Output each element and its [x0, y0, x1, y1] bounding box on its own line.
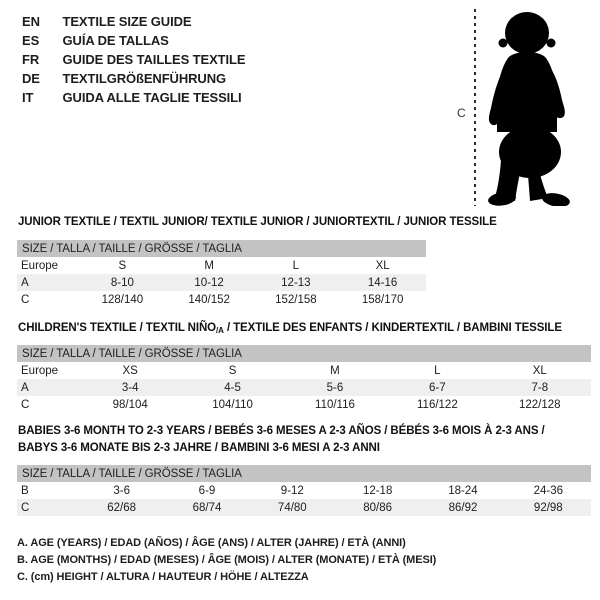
height-measure-label: C [457, 106, 466, 120]
guide-title-text: TEXTILGRÖßENFÜHRUNG [62, 71, 226, 86]
guide-title-text: TEXTILE SIZE GUIDE [62, 14, 192, 29]
table-cell: 140/152 [188, 293, 230, 306]
table-cell: 18-24 [448, 484, 478, 497]
table-row-age [17, 274, 426, 291]
language-row-fr [22, 50, 245, 69]
table-cell: 104/110 [212, 398, 253, 411]
table-cell: S [228, 364, 237, 377]
row-label: C [21, 293, 30, 306]
table-cell: XL [375, 259, 390, 272]
table-cell: XS [122, 364, 138, 377]
babies-table-title [18, 423, 545, 456]
table-row-height [17, 396, 591, 413]
children-size-table [17, 345, 591, 413]
row-label: B [21, 484, 29, 497]
table-cell: S [118, 259, 127, 272]
babies-title-line1: BABIES 3-6 MONTH TO 2-3 YEARS / BEBÉS 3-6 MESES A 2-3 AÑOS / BÉBÉS 3-6 MOIS À 2-3 ANS / [18, 425, 545, 437]
junior-size-table [17, 240, 426, 308]
table-cell: L [292, 259, 300, 272]
table-cell: 6-9 [198, 484, 216, 497]
language-code: IT [22, 90, 34, 105]
table-cell: 158/170 [361, 293, 404, 306]
table-cell: 10-12 [194, 276, 224, 289]
table-row-height [17, 291, 426, 308]
table-cell: 92/98 [533, 501, 563, 514]
children-title-post: / TEXTILE DES ENFANTS / KINDERTEXTIL / BAMBINI TESSILE [223, 322, 562, 334]
table-header-row [17, 465, 591, 482]
children-table-title [18, 322, 562, 335]
size-table-header: SIZE / TALLA / TAILLE / GRÖSSE / TAGLIA [17, 345, 591, 362]
baby-silhouette-icon [486, 10, 572, 206]
table-cell: 7-8 [531, 381, 549, 394]
footnote-age-months: B. AGE (MONTHS) / EDAD (MESES) / ÂGE (MOIS) / ALTER (MONATE) / ETÀ (MESI) [17, 554, 437, 566]
table-cell: 122/128 [518, 398, 561, 411]
language-code: DE [22, 71, 40, 86]
language-row-es [22, 31, 245, 50]
babies-title-line2: BABYS 3-6 MONATE BIS 2-3 JAHRE / BAMBINI 3-6 MESI A 2-3 ANNI [18, 441, 380, 454]
row-label: A [21, 381, 29, 394]
language-code: FR [22, 52, 40, 67]
table-row-europe [17, 257, 426, 274]
size-table-header: SIZE / TALLA / TAILLE / GRÖSSE / TAGLIA [17, 465, 591, 482]
table-row-age [17, 379, 591, 396]
table-cell: L [434, 364, 441, 377]
size-table-header: SIZE / TALLA / TAILLE / GRÖSSE / TAGLIA [17, 240, 426, 257]
table-cell: 5-6 [326, 381, 344, 394]
row-label: Europe [21, 259, 59, 272]
row-label: A [21, 276, 29, 289]
language-title-list [22, 12, 245, 107]
language-row-de [22, 69, 245, 88]
footnote-age-years: A. AGE (YEARS) / EDAD (AÑOS) / ÂGE (ANS) / ALTER (JAHRE) / ETÀ (ANNI) [17, 537, 406, 549]
table-row-months [17, 482, 591, 499]
table-cell: XL [532, 364, 547, 377]
row-label: Europe [21, 364, 59, 377]
height-measure-dotted-line [474, 9, 476, 206]
table-cell: 86/92 [448, 501, 478, 514]
table-cell: 6-7 [429, 381, 446, 394]
table-cell: 14-16 [367, 276, 398, 289]
baby-silhouette-shape [487, 12, 571, 206]
guide-title-text: GUIDA ALLE TAGLIE TESSILI [62, 90, 242, 105]
row-label: C [21, 398, 30, 411]
row-label: C [21, 501, 30, 514]
language-code: ES [22, 33, 40, 48]
guide-title-text: GUÍA DE TALLAS [62, 33, 169, 48]
table-cell: 12-18 [362, 484, 393, 497]
table-cell: 98/104 [112, 398, 148, 411]
table-cell: 62/68 [107, 501, 137, 514]
table-cell: 80/86 [363, 501, 393, 514]
table-header-row [17, 240, 426, 257]
table-header-row [17, 345, 591, 362]
table-cell: 152/158 [275, 293, 317, 306]
table-cell: 74/80 [277, 501, 307, 514]
table-cell: 8-10 [110, 276, 134, 289]
children-title-pre: CHILDREN'S TEXTILE / TEXTIL NIÑO [18, 322, 217, 334]
babies-size-table [17, 465, 591, 516]
language-row-it [22, 88, 245, 107]
table-cell: 116/122 [417, 398, 458, 411]
table-cell: 12-13 [281, 276, 311, 289]
table-cell: M [204, 259, 214, 272]
table-cell: 128/140 [101, 293, 144, 306]
table-row-europe [17, 362, 591, 379]
table-cell: 4-5 [224, 381, 241, 394]
guide-title-text: GUIDE DES TAILLES TEXTILE [62, 52, 246, 67]
table-cell: 68/74 [192, 501, 222, 514]
table-cell: 9-12 [280, 484, 304, 497]
table-cell: 3-6 [113, 484, 130, 497]
table-cell: 110/116 [315, 398, 355, 411]
table-row-height [17, 499, 591, 516]
footnote-height: C. (cm) HEIGHT / ALTURA / HAUTEUR / HÖHE / ALTEZZA [17, 571, 309, 583]
table-cell: M [330, 364, 340, 377]
legend-footnotes [17, 535, 436, 586]
table-cell: 24-36 [533, 484, 564, 497]
junior-table-title: JUNIOR TEXTILE / TEXTIL JUNIOR/ TEXTILE JUNIOR / JUNIORTEXTIL / JUNIOR TESSILE [18, 216, 497, 228]
table-cell: 3-4 [121, 381, 139, 394]
language-code: EN [22, 14, 40, 29]
language-row-en [22, 12, 245, 31]
children-title-sub: /A [216, 326, 224, 335]
